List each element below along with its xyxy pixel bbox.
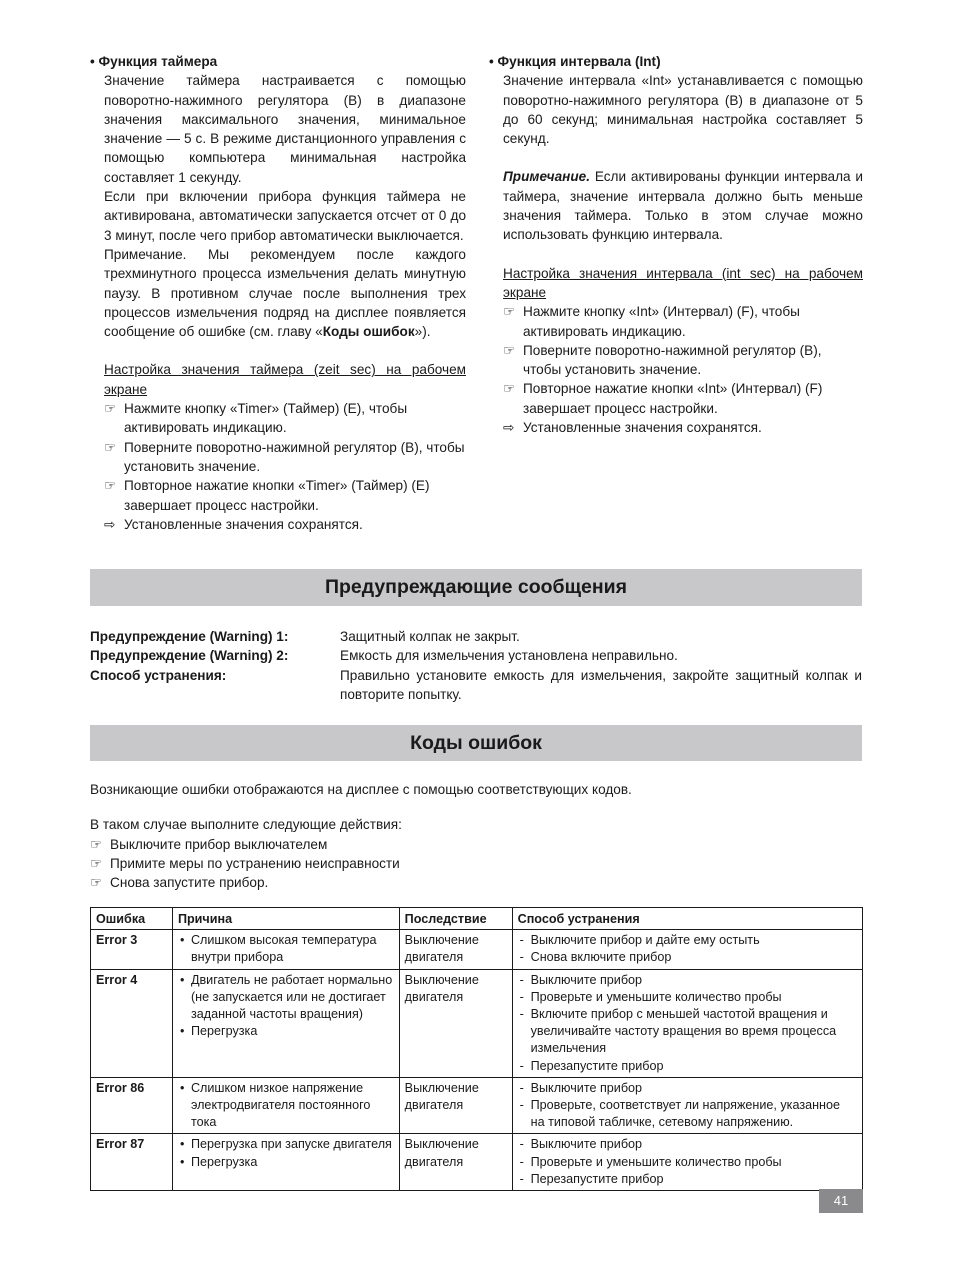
column-header: Способ устранения	[512, 908, 862, 930]
error-code: Error 4	[91, 969, 173, 1077]
warning-row	[90, 646, 862, 665]
error-fix: - Выключите прибор - Проверьте и уменьшите количество пробы - Перезапустите прибор	[512, 1134, 862, 1191]
error-cause: • Двигатель не работает нормально (не запускается или не достигает заданной частоты вращения) • Перегрузка	[172, 969, 399, 1077]
action-item: ☞ Снова запустите прибор.	[90, 873, 862, 892]
table-header-row	[91, 908, 863, 930]
interval-step: ☞ Нажмите кнопку «Int» (Интервал) (F), чтобы активировать индикацию.	[503, 304, 800, 339]
column-header: Ошибка	[91, 908, 173, 930]
table-row	[91, 930, 863, 969]
warning-label: Предупреждение (Warning) 2:	[90, 648, 289, 664]
errors-title: Коды ошибок	[90, 725, 862, 761]
error-effect: Выключение двигателя	[399, 1134, 512, 1191]
timer-paragraph-1: Значение таймера настраивается с помощью поворотно-нажимного регулятора (B) в диапазоне значения максимального значения, минимальное значение — 5 с. В режиме дистанционного управления с помощью компьютера минимальная настройка составляет 1 секунду.	[104, 73, 466, 185]
warning-row	[90, 666, 862, 705]
interval-heading: • Функция интервала (Int)	[489, 54, 661, 69]
warnings-list	[90, 627, 862, 704]
timer-paragraph-2: Если при включении прибора функция таймера не активирована, автоматически запускается отсчет от 0 до 3 минут, после чего прибор автоматически выключается.	[104, 189, 466, 243]
warnings-title: Предупреждающие сообщения	[90, 569, 862, 606]
timer-step: ☞ Нажмите кнопку «Timer» (Таймер) (E), чтобы активировать индикацию.	[104, 401, 408, 436]
warning-value: Защитный колпак не закрыт.	[340, 629, 520, 644]
table-row	[91, 969, 863, 1077]
error-effect: Выключение двигателя	[399, 969, 512, 1077]
pointing-hand-icon: ☞	[90, 875, 103, 891]
warning-value: Правильно установите емкость для измельчения, закройте защитный колпак и повторите попытку.	[340, 667, 862, 702]
pointing-hand-icon: ☞	[104, 478, 117, 494]
arrow-right-icon: ⇨	[503, 420, 515, 436]
pointing-hand-icon: ☞	[90, 836, 103, 852]
error-effect: Выключение двигателя	[399, 1077, 512, 1134]
error-cause: • Перегрузка при запуске двигателя • Перегрузка	[172, 1134, 399, 1191]
interval-step: ☞ Поверните поворотно-нажимной регулятор (B), чтобы установить значение.	[503, 342, 822, 378]
interval-setup-title: Настройка значения интервала (int sec) на рабочем экране	[503, 265, 863, 300]
pointing-hand-icon: ☞	[90, 855, 103, 871]
error-fix: - Выключите прибор и дайте ему остыть - Снова включите прибор	[512, 930, 862, 969]
table-row	[91, 1134, 863, 1191]
pointing-hand-icon: ☞	[503, 342, 516, 358]
pointing-hand-icon: ☞	[503, 304, 516, 320]
errors-intro-text: Возникающие ошибки отображаются на дисплее с помощью соответствующих кодов.	[90, 782, 632, 797]
timer-step: ☞ Поверните поворотно-нажимной регулятор (B), чтобы установить значение.	[104, 439, 465, 474]
error-fix: - Выключите прибор - Проверьте, соответствует ли напряжение, указанное на типовой табличке, сетевому напряжению.	[512, 1077, 862, 1134]
interval-result: ⇨ Установленные значения сохранятся.	[503, 418, 863, 437]
error-cause: • Слишком высокая температура внутри прибора	[172, 930, 399, 969]
error-fix: - Выключите прибор - Проверьте и уменьшите количество пробы - Включите прибор с меньшей частотой вращения и увеличивайте частоту вращения во время процесса измельчения - Перезапустите прибор	[512, 969, 862, 1077]
errors-intro	[90, 780, 862, 892]
pointing-hand-icon: ☞	[503, 381, 516, 397]
error-cause: • Слишком низкое напряжение электродвигателя постоянного тока	[172, 1077, 399, 1134]
warning-row	[90, 627, 862, 646]
errors-actions	[90, 835, 862, 893]
pointing-hand-icon: ☞	[104, 439, 117, 455]
timer-heading: • Функция таймера	[90, 54, 218, 69]
warning-label: Способ устранения:	[90, 667, 227, 683]
action-item: ☞ Выключите прибор выключателем	[90, 835, 862, 854]
interval-note: Примечание. Если активированы функции интервала и таймера, значение интервала должно быть меньше значения таймера. Только в этом случае можно использовать функцию интервала.	[503, 169, 863, 243]
error-code: Error 87	[91, 1134, 173, 1191]
timer-step: ☞ Повторное нажатие кнопки «Timer» (Таймер) (E) завершает процесс настройки.	[104, 478, 430, 513]
timer-result: ⇨ Установленные значения сохранятся.	[104, 515, 466, 534]
table-row	[91, 1077, 863, 1134]
action-item: ☞ Примите меры по устранению неисправности	[90, 854, 862, 873]
interval-step: ☞ Повторное нажатие кнопки «Int» (Интервал) (F) завершает процесс настройки.	[503, 381, 823, 416]
column-header: Причина	[172, 908, 399, 930]
arrow-right-icon: ⇨	[104, 516, 116, 532]
page-number: 41	[819, 1189, 863, 1213]
error-effect: Выключение двигателя	[399, 930, 512, 969]
error-code: Error 86	[91, 1077, 173, 1134]
column-header: Последствие	[399, 908, 512, 930]
errors-lead: В таком случае выполните следующие действия:	[90, 817, 402, 833]
interval-paragraph-1: Значение интервала «Int» устанавливается с помощью поворотно-нажимного регулятора (B) в диапазоне от 5 до 60 секунд; минимальная настройка составляет 5 секунд.	[503, 73, 863, 147]
pointing-hand-icon: ☞	[104, 401, 117, 417]
timer-paragraph-3: Примечание. Мы рекомендуем после каждого трехминутного процесса измельчения делать минутную паузу. В противном случае после выполнения трех процессов измельчения подряд на дисплее появляется сообщение об ошибке (см. главу «Коды ошибок»).	[104, 246, 466, 340]
warning-value: Емкость для измельчения установлена неправильно.	[340, 648, 678, 664]
warning-label: Предупреждение (Warning) 1:	[90, 629, 289, 644]
timer-section	[90, 52, 466, 534]
interval-section	[489, 52, 863, 437]
error-codes-table	[90, 907, 863, 1191]
error-code: Error 3	[91, 930, 173, 969]
timer-setup-title: Настройка значения таймера (zeit sec) на рабочем экране	[104, 362, 466, 397]
